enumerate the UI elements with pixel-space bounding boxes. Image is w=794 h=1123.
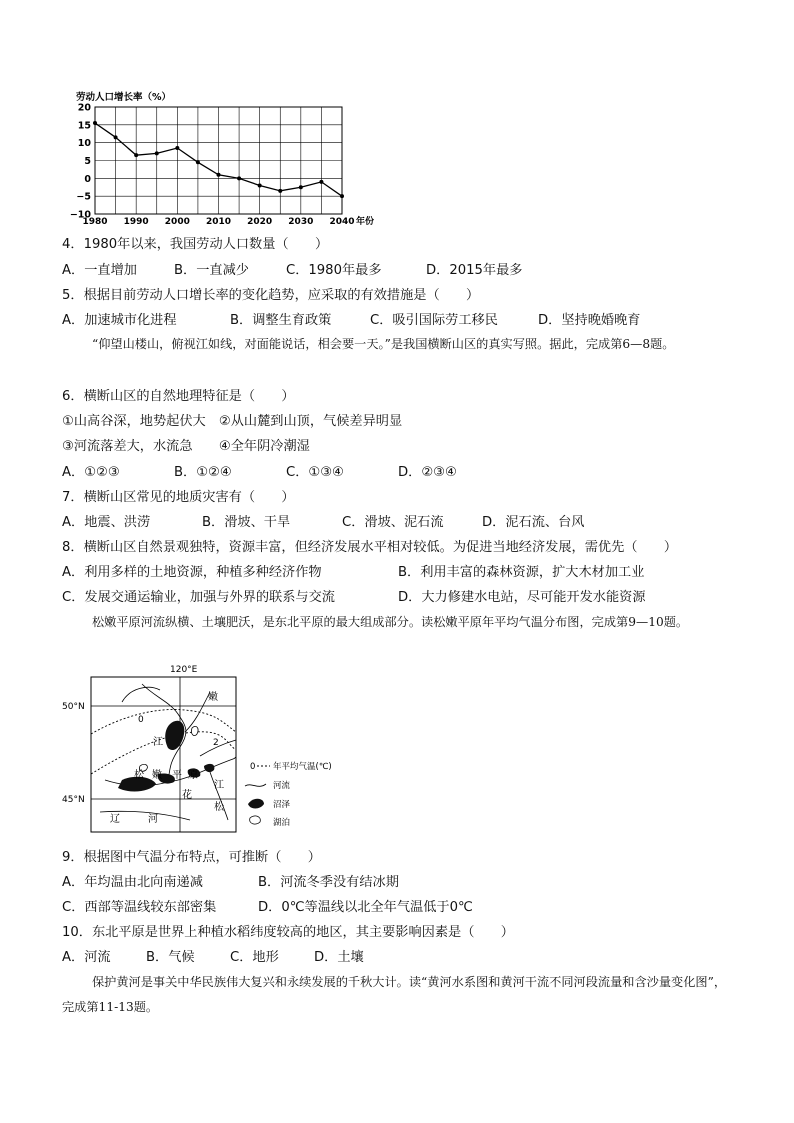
legend-river-symbol xyxy=(245,784,266,786)
q6-stem: 6．横断山区的自然地理特征是（ ） xyxy=(62,389,295,404)
legend-isotherm: 年平均气温(℃) xyxy=(273,762,332,772)
label-he: 河 xyxy=(148,814,158,825)
q10-option-b[interactable]: B．气候 xyxy=(146,950,195,965)
data-point xyxy=(114,135,118,139)
q10-option-a[interactable]: A．河流 xyxy=(62,950,111,965)
isotherm-0-label: 0 xyxy=(138,715,144,725)
x-tick-label: 2030 xyxy=(288,217,314,227)
q5-option-d[interactable]: D．坚持晚婚晚育 xyxy=(538,313,641,328)
q8-option-d[interactable]: D．大力修建水电站，尽可能开发水能资源 xyxy=(398,590,646,605)
latitude-45n: 45°N xyxy=(62,795,85,805)
legend-marsh: 沼泽 xyxy=(273,800,291,810)
x-tick-label: 2020 xyxy=(247,217,273,227)
legend-marsh-symbol xyxy=(248,799,264,809)
y-tick-label: 5 xyxy=(84,156,91,167)
q9-option-d[interactable]: D．0℃等温线以北全年气温低于0℃ xyxy=(258,900,473,915)
data-point xyxy=(340,194,344,198)
chart-grid xyxy=(95,107,342,214)
y-tick-label: 20 xyxy=(77,102,91,114)
songnen-temperature-map xyxy=(60,662,360,834)
label-ping: 平 xyxy=(172,770,182,781)
y-tick-labels xyxy=(70,103,92,221)
q9-stem: 9．根据图中气温分布特点，可推断（ ） xyxy=(62,850,321,865)
q4-option-a[interactable]: A．一直增加 xyxy=(62,263,137,278)
q4-stem: 4．1980年以来，我国劳动人口数量（ ） xyxy=(62,237,329,252)
data-point xyxy=(299,185,303,189)
q4-option-b[interactable]: B．一直减少 xyxy=(174,263,249,278)
q4-option-c[interactable]: C．1980年最多 xyxy=(286,263,382,278)
q10-stem: 10．东北平原是世界上种植水稻纬度较高的地区，其主要影响因素是（ ） xyxy=(62,925,514,940)
q7-option-a[interactable]: A．地震、洪涝 xyxy=(62,515,151,530)
rivers xyxy=(100,684,236,820)
passage-yellow-river: 保护黄河是事关中华民族伟大复兴和永续发展的千秋大计。读“黄河水系图和黄河干流不同河段流量和含沙量变化图”，完成第11-13题。 xyxy=(62,975,727,1014)
q5-option-c[interactable]: C．吸引国际劳工移民 xyxy=(370,313,498,328)
map-legend xyxy=(245,761,332,828)
q9-option-b[interactable]: B．河流冬季没有结冰期 xyxy=(258,875,399,890)
data-point xyxy=(278,189,282,193)
q8-option-a[interactable]: A．利用多样的土地资源，种植多种经济作物 xyxy=(62,565,322,580)
q8-stem: 8．横断山区自然景观独特，资源丰富，但经济发展水平相对较低。为促进当地经济发展，需优先（ ） xyxy=(62,540,678,555)
x-tick-label: 2040 xyxy=(329,217,355,227)
x-tick-labels xyxy=(82,217,354,227)
chart-title: 劳动人口增长率（%） xyxy=(76,92,172,103)
data-point xyxy=(217,173,221,177)
legend-lake-symbol xyxy=(250,816,261,824)
legend-river: 河流 xyxy=(273,781,291,791)
x-axis-label: 年份 xyxy=(356,217,375,227)
q7-option-b[interactable]: B．滑坡、干旱 xyxy=(202,515,291,530)
y-tick-label: 0 xyxy=(84,173,91,185)
q6-option-d[interactable]: D．②③④ xyxy=(398,465,457,480)
q5-stem: 5．根据目前劳动人口增长率的变化趋势，应采取的有效措施是（ ） xyxy=(62,288,480,303)
q4-option-d[interactable]: D．2015年最多 xyxy=(426,263,523,278)
q10-option-d[interactable]: D．土壤 xyxy=(314,950,364,965)
y-tick-label: 10 xyxy=(77,138,91,150)
data-point xyxy=(175,146,179,150)
q9-option-c[interactable]: C．西部等温线较东部密集 xyxy=(62,900,217,915)
label-hua: 花 xyxy=(182,790,192,801)
isotherm-2-label: 2 xyxy=(213,738,219,748)
legend-isotherm-zero: 0 xyxy=(250,762,256,772)
x-tick-label: 2000 xyxy=(164,217,190,227)
q8-option-c[interactable]: C．发展交通运输业，加强与外界的联系与交流 xyxy=(62,590,335,605)
q6-option-b[interactable]: B．①②④ xyxy=(174,465,232,480)
q9-option-a[interactable]: A．年均温由北向南递减 xyxy=(62,875,203,890)
data-point xyxy=(237,176,241,180)
label-jiang2: 江 xyxy=(214,780,224,791)
y-tick-label: −10 xyxy=(69,209,91,221)
label-yuan: 原 xyxy=(188,770,198,781)
y-tick-label: −5 xyxy=(76,191,91,203)
q10-option-c[interactable]: C．地形 xyxy=(230,950,279,965)
q6-item-2: ③河流落差大，水流急 ④全年阴冷潮湿 xyxy=(62,439,310,454)
y-tick-label: 15 xyxy=(77,120,91,132)
label-song: 松 xyxy=(134,770,144,781)
q6-option-c[interactable]: C．①③④ xyxy=(286,465,344,480)
data-point xyxy=(155,151,159,155)
data-point xyxy=(134,153,138,157)
q5-option-a[interactable]: A．加速城市化进程 xyxy=(62,313,177,328)
data-point xyxy=(196,160,200,164)
q7-option-d[interactable]: D．泥石流、台风 xyxy=(482,515,585,530)
x-tick-label: 1980 xyxy=(82,217,108,227)
data-point xyxy=(93,121,97,125)
x-tick-label: 2010 xyxy=(205,217,232,227)
passage-songnen: 松嫩平原河流纵横、土壤肥沃，是东北平原的最大组成部分。读松嫩平原年平均气温分布图，完成第9—10题。 xyxy=(92,615,689,629)
x-tick-label: 1990 xyxy=(123,217,149,227)
longitude-120e: 120°E xyxy=(170,665,198,675)
legend-lake: 湖泊 xyxy=(273,818,291,828)
q7-option-c[interactable]: C．滑坡、泥石流 xyxy=(342,515,444,530)
label-nen: 嫩 xyxy=(208,692,218,703)
label-nen2: 嫩 xyxy=(152,770,162,781)
data-point xyxy=(319,180,323,184)
latitude-50n: 50°N xyxy=(62,702,85,712)
q5-option-b[interactable]: B．调整生育政策 xyxy=(230,313,332,328)
data-point xyxy=(258,183,262,187)
q6-item-1: ①山高谷深，地势起伏大 ②从山麓到山顶，气候差异明显 xyxy=(62,414,403,429)
label-song2: 松 xyxy=(214,802,224,813)
passage-hengduan: “仰望山楼山，俯视江如线，对面能说话，相会要一天。”是我国横断山区的真实写照。据此，完成第6—8题。 xyxy=(92,337,675,351)
labor-growth-chart xyxy=(58,90,378,230)
q8-option-b[interactable]: B．利用丰富的森林资源，扩大木材加工业 xyxy=(398,565,645,580)
q6-option-a[interactable]: A．①②③ xyxy=(62,465,120,480)
label-liao: 辽 xyxy=(110,814,120,825)
q7-stem: 7．横断山区常见的地质灾害有（ ） xyxy=(62,490,295,505)
label-jiang: 江 xyxy=(153,737,163,748)
